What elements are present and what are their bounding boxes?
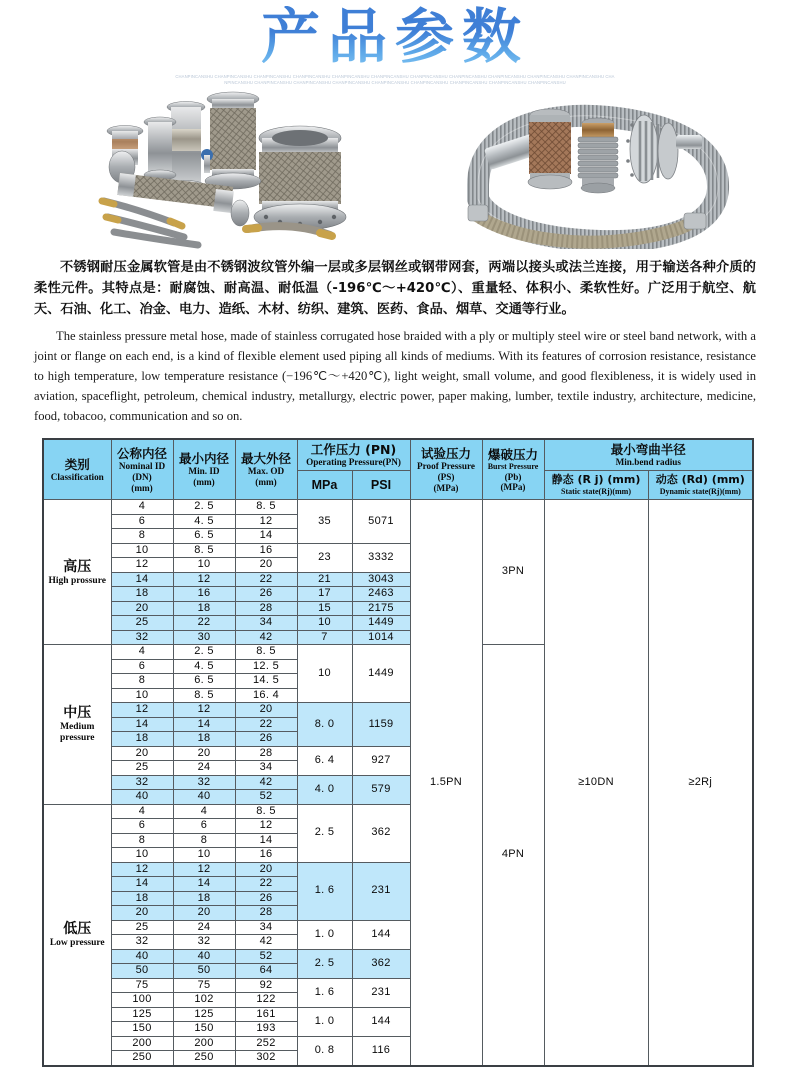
cell-min-id: 32 [173, 775, 235, 790]
cell-min-id: 2. 5 [173, 645, 235, 660]
th-bend-radius-cn: 最小弯曲半径 [610, 442, 686, 458]
cell-operating-psi: 3043 [352, 572, 410, 587]
cell-nominal-id: 40 [111, 949, 173, 964]
cell-operating-psi: 5071 [352, 500, 410, 544]
cell-operating-psi: 362 [352, 949, 410, 978]
cell-max-od: 12. 5 [235, 659, 297, 674]
cell-min-id: 14 [173, 877, 235, 892]
cell-nominal-id: 4 [111, 645, 173, 660]
th-classification-en: Classification [50, 471, 104, 482]
cell-operating-mpa: 1. 6 [297, 978, 352, 1007]
cell-nominal-id: 10 [111, 688, 173, 703]
th-bend-radius-en: Min.bend radius [615, 457, 681, 468]
cell-min-id: 250 [173, 1051, 235, 1066]
cell-nominal-id: 4 [111, 804, 173, 819]
cell-nominal-id: 10 [111, 543, 173, 558]
cell-nominal-id: 32 [111, 775, 173, 790]
cell-min-id: 12 [173, 572, 235, 587]
th-nominal-id [111, 439, 173, 500]
cell-max-od: 26 [235, 732, 297, 747]
th-nominal-id-cn: 公称内径 [116, 446, 167, 462]
cell-max-od: 302 [235, 1051, 297, 1066]
cell-operating-psi: 116 [352, 1036, 410, 1066]
cell-classification [43, 645, 111, 805]
cell-min-id: 18 [173, 891, 235, 906]
cell-max-od: 12 [235, 514, 297, 529]
cell-nominal-id: 125 [111, 1007, 173, 1022]
cell-nominal-id: 150 [111, 1022, 173, 1037]
cell-min-id: 200 [173, 1036, 235, 1051]
cell-operating-psi: 144 [352, 920, 410, 949]
cell-nominal-id: 20 [111, 601, 173, 616]
cell-max-od: 28 [235, 746, 297, 761]
cell-nominal-id: 8 [111, 674, 173, 689]
decorative-pinyin-text: CHANPINCANSHU CHANPINCANSHU CHANPINCANSHU CHANPINCANSHU CHANPINCANSHU CHANPINCANSHU CHANPINCANSHU CHANPINCANSHU CHANPINCANSHU CHANPINCANSHU CHANPINCANSHU CHANPINCANSHU CHANPINCANSHU CHANPINCANSHU CHANPINCANSHU CHANPINCANSHU CHANPINCANSHU CHANPINCANSHU CHANPINCANSHU CHANPINCANSHU [175, 73, 615, 85]
cell-max-od: 22 [235, 572, 297, 587]
cell-max-od: 22 [235, 717, 297, 732]
product-photo-row [0, 89, 790, 249]
th-mpa [297, 471, 352, 500]
cell-nominal-id: 50 [111, 964, 173, 979]
th-proof-pressure-unit2: (MPa) [433, 482, 459, 493]
corrugated-hose-expansion-joint-illustration [432, 89, 762, 249]
th-nominal-id-unit1: (DN) [132, 472, 152, 483]
cell-nominal-id: 14 [111, 572, 173, 587]
th-psi [352, 471, 410, 500]
cell-max-od: 161 [235, 1007, 297, 1022]
th-burst-pressure-cn: 爆破压力 [487, 446, 538, 462]
cell-operating-mpa: 7 [297, 630, 352, 645]
cell-nominal-id: 6 [111, 514, 173, 529]
cell-operating-psi: 231 [352, 978, 410, 1007]
cell-max-od: 252 [235, 1036, 297, 1051]
cell-max-od: 34 [235, 920, 297, 935]
th-max-od [235, 439, 297, 500]
cell-nominal-id: 14 [111, 717, 173, 732]
cell-min-id: 12 [173, 862, 235, 877]
table-header [43, 439, 753, 500]
cell-nominal-id: 250 [111, 1051, 173, 1066]
classification-cn: 低压 [63, 921, 92, 938]
th-dynamic [648, 471, 753, 500]
cell-min-id: 18 [173, 601, 235, 616]
description-chinese: 不锈钢耐压金属软管是由不锈钢波纹管外编一层或多层钢丝或钢带网套，两端以接头或法兰连接，用于输送各种介质的柔性元件。其特点是：耐腐蚀、耐高温、耐低温（-196℃～+420℃）、重量轻、体积小、柔软性好。广泛用于航空、航天、石油、化工、冶金、电力、造纸、木材、纺织、建筑、医药、食品、烟草、交通等行业。 [34, 260, 756, 318]
cell-max-od: 8. 5 [235, 500, 297, 515]
cell-operating-mpa: 1. 0 [297, 1007, 352, 1036]
cell-operating-psi: 1449 [352, 645, 410, 703]
product-photo-left [62, 89, 422, 249]
cell-operating-psi: 2175 [352, 601, 410, 616]
cell-nominal-id: 6 [111, 659, 173, 674]
cell-min-id: 6 [173, 819, 235, 834]
cell-proof-pressure: 1.5PN [410, 500, 482, 1066]
cell-nominal-id: 14 [111, 877, 173, 892]
cell-max-od: 12 [235, 819, 297, 834]
cell-min-id: 4. 5 [173, 514, 235, 529]
cell-nominal-id: 25 [111, 616, 173, 631]
cell-static-bend-radius: ≥10DN [544, 500, 648, 1066]
cell-nominal-id: 12 [111, 862, 173, 877]
cell-operating-mpa: 10 [297, 616, 352, 631]
th-operating-pressure-en: Operating Pressure(PN) [306, 457, 401, 468]
cell-max-od: 42 [235, 630, 297, 645]
cell-max-od: 16 [235, 543, 297, 558]
cell-min-id: 8 [173, 833, 235, 848]
cell-max-od: 42 [235, 935, 297, 950]
cell-operating-mpa: 23 [297, 543, 352, 572]
th-min-id [173, 439, 235, 500]
specification-table [42, 438, 754, 1067]
th-burst-pressure-unit1: (Pb) [504, 471, 522, 482]
table-body [43, 500, 753, 1066]
cell-max-od: 20 [235, 558, 297, 573]
th-min-id-cn: 最小内径 [178, 451, 229, 467]
cell-nominal-id: 10 [111, 848, 173, 863]
th-static-cn: 静态 (R j) (mm) [551, 473, 641, 487]
cell-operating-psi: 1014 [352, 630, 410, 645]
cell-nominal-id: 12 [111, 703, 173, 718]
th-dynamic-en: Dynamic state(Rj)(mm) [659, 487, 741, 497]
cell-min-id: 102 [173, 993, 235, 1008]
cell-min-id: 8. 5 [173, 543, 235, 558]
cell-min-id: 125 [173, 1007, 235, 1022]
classification-cn: 中压 [63, 705, 92, 722]
cell-min-id: 4 [173, 804, 235, 819]
cell-min-id: 10 [173, 848, 235, 863]
cell-nominal-id: 8 [111, 529, 173, 544]
cell-classification [43, 804, 111, 1066]
cell-nominal-id: 4 [111, 500, 173, 515]
cell-max-od: 22 [235, 877, 297, 892]
th-psi-label: PSI [370, 478, 392, 493]
cell-nominal-id: 18 [111, 891, 173, 906]
cell-operating-psi: 1449 [352, 616, 410, 631]
cell-min-id: 12 [173, 703, 235, 718]
cell-operating-psi: 362 [352, 804, 410, 862]
th-nominal-id-unit2: (mm) [131, 482, 153, 493]
th-burst-pressure [482, 439, 544, 500]
th-bend-radius [544, 439, 753, 471]
cell-max-od: 64 [235, 964, 297, 979]
cell-max-od: 34 [235, 761, 297, 776]
description-english: The stainless pressure metal hose, made of stainless corrugated hose braided with a ply or multiply steel wire or steel band network, with a joint or flange on each end, is a kind of flexible element used piping all kinds of mediums. With its features of corrosion resistance, resistance to high temperature, low temperature resistance (−196℃～+420℃), light weight, small volume, and good flexibleness, it is widely used in aviation, spaceflight, petroleum, chemical industry, metallurgy, electric power, paper making, lumber, textile industry, architecture, medicine, food, tobacoo, communication and so on. [34, 329, 756, 424]
cell-max-od: 34 [235, 616, 297, 631]
cell-min-id: 75 [173, 978, 235, 993]
cell-nominal-id: 20 [111, 906, 173, 921]
cell-operating-mpa: 1. 0 [297, 920, 352, 949]
cell-nominal-id: 32 [111, 935, 173, 950]
cell-min-id: 24 [173, 761, 235, 776]
cell-operating-mpa: 6. 4 [297, 746, 352, 775]
classification-en: Low pressure [49, 938, 105, 949]
cell-nominal-id: 100 [111, 993, 173, 1008]
cell-classification [43, 500, 111, 645]
cell-nominal-id: 25 [111, 761, 173, 776]
cell-max-od: 20 [235, 862, 297, 877]
title-block [0, 0, 790, 85]
cell-max-od: 52 [235, 790, 297, 805]
cell-min-id: 6. 5 [173, 674, 235, 689]
th-proof-pressure-en: Proof Pressure [417, 461, 475, 472]
cell-max-od: 20 [235, 703, 297, 718]
cell-operating-mpa: 17 [297, 587, 352, 602]
cell-min-id: 4. 5 [173, 659, 235, 674]
cell-max-od: 42 [235, 775, 297, 790]
cell-min-id: 24 [173, 920, 235, 935]
cell-nominal-id: 25 [111, 920, 173, 935]
th-max-od-en: Max. OD [247, 466, 285, 477]
flanged-hose-assembly-illustration [62, 89, 422, 249]
page-title: 产品参数 [0, 6, 790, 68]
cell-operating-mpa: 1. 6 [297, 862, 352, 920]
cell-operating-psi: 231 [352, 862, 410, 920]
classification-en: Medium pressure [60, 722, 95, 744]
cell-max-od: 92 [235, 978, 297, 993]
cell-max-od: 26 [235, 891, 297, 906]
cell-min-id: 22 [173, 616, 235, 631]
cell-operating-mpa: 2. 5 [297, 949, 352, 978]
cell-max-od: 14. 5 [235, 674, 297, 689]
cell-max-od: 26 [235, 587, 297, 602]
cell-nominal-id: 12 [111, 558, 173, 573]
cell-min-id: 20 [173, 746, 235, 761]
th-proof-pressure-unit1: (PS) [437, 472, 455, 483]
table-row [43, 500, 753, 515]
cell-max-od: 28 [235, 601, 297, 616]
cell-operating-psi: 3332 [352, 543, 410, 572]
cell-operating-mpa: 0. 8 [297, 1036, 352, 1066]
cell-max-od: 14 [235, 833, 297, 848]
cell-operating-mpa: 8. 0 [297, 703, 352, 747]
th-proof-pressure [410, 439, 482, 500]
product-photo-right [432, 89, 762, 249]
cell-operating-psi: 2463 [352, 587, 410, 602]
cell-operating-psi: 579 [352, 775, 410, 804]
cell-max-od: 193 [235, 1022, 297, 1037]
cell-burst-pressure-mid-low: 4PN [482, 645, 544, 1066]
cell-min-id: 10 [173, 558, 235, 573]
cell-nominal-id: 32 [111, 630, 173, 645]
cell-min-id: 32 [173, 935, 235, 950]
th-min-id-unit: (mm) [193, 477, 215, 488]
th-classification-cn: 类别 [64, 456, 90, 472]
cell-min-id: 30 [173, 630, 235, 645]
th-static-en: Static state(Rj)(mm) [561, 487, 631, 497]
cell-min-id: 18 [173, 732, 235, 747]
cell-max-od: 8. 5 [235, 804, 297, 819]
th-burst-pressure-unit2: (MPa) [500, 482, 526, 493]
cell-operating-mpa: 35 [297, 500, 352, 544]
th-max-od-cn: 最大外径 [240, 451, 291, 467]
cell-operating-mpa: 15 [297, 601, 352, 616]
cell-nominal-id: 40 [111, 790, 173, 805]
cell-nominal-id: 18 [111, 732, 173, 747]
cell-min-id: 8. 5 [173, 688, 235, 703]
cell-min-id: 20 [173, 906, 235, 921]
cell-nominal-id: 6 [111, 819, 173, 834]
cell-operating-mpa: 2. 5 [297, 804, 352, 862]
cell-operating-mpa: 4. 0 [297, 775, 352, 804]
th-max-od-unit: (mm) [255, 477, 277, 488]
cell-operating-mpa: 21 [297, 572, 352, 587]
cell-nominal-id: 200 [111, 1036, 173, 1051]
cell-nominal-id: 18 [111, 587, 173, 602]
cell-burst-pressure-high: 3PN [482, 500, 544, 645]
cell-dynamic-bend-radius: ≥2Rj [648, 500, 753, 1066]
cell-max-od: 8. 5 [235, 645, 297, 660]
cell-nominal-id: 8 [111, 833, 173, 848]
cell-min-id: 16 [173, 587, 235, 602]
th-mpa-label: MPa [311, 478, 338, 493]
cell-max-od: 14 [235, 529, 297, 544]
cell-min-id: 40 [173, 790, 235, 805]
th-nominal-id-en: Nominal ID [118, 461, 166, 472]
cell-min-id: 150 [173, 1022, 235, 1037]
cell-max-od: 52 [235, 949, 297, 964]
cell-max-od: 122 [235, 993, 297, 1008]
cell-min-id: 50 [173, 964, 235, 979]
th-min-id-en: Min. ID [188, 466, 220, 477]
cell-operating-psi: 1159 [352, 703, 410, 747]
classification-cn: 高压 [63, 558, 92, 575]
th-operating-pressure [297, 439, 410, 471]
cell-max-od: 16 [235, 848, 297, 863]
th-dynamic-cn: 动态 (Rd) (mm) [655, 473, 745, 487]
cell-max-od: 16. 4 [235, 688, 297, 703]
cell-min-id: 14 [173, 717, 235, 732]
th-burst-pressure-en: Burst Pressure [487, 461, 539, 471]
classification-en: High prossure [48, 575, 106, 586]
spec-table-wrapper [42, 438, 752, 1067]
cell-min-id: 40 [173, 949, 235, 964]
th-classification [43, 439, 111, 500]
cell-max-od: 28 [235, 906, 297, 921]
cell-operating-mpa: 10 [297, 645, 352, 703]
cell-nominal-id: 20 [111, 746, 173, 761]
cell-min-id: 2. 5 [173, 500, 235, 515]
cell-operating-psi: 144 [352, 1007, 410, 1036]
th-static [544, 471, 648, 500]
cell-nominal-id: 75 [111, 978, 173, 993]
th-proof-pressure-cn: 试验压力 [420, 446, 471, 462]
cell-min-id: 6. 5 [173, 529, 235, 544]
th-operating-pressure-cn: 工作压力 (PN) [310, 442, 397, 458]
cell-operating-psi: 927 [352, 746, 410, 775]
description-block [34, 257, 756, 426]
